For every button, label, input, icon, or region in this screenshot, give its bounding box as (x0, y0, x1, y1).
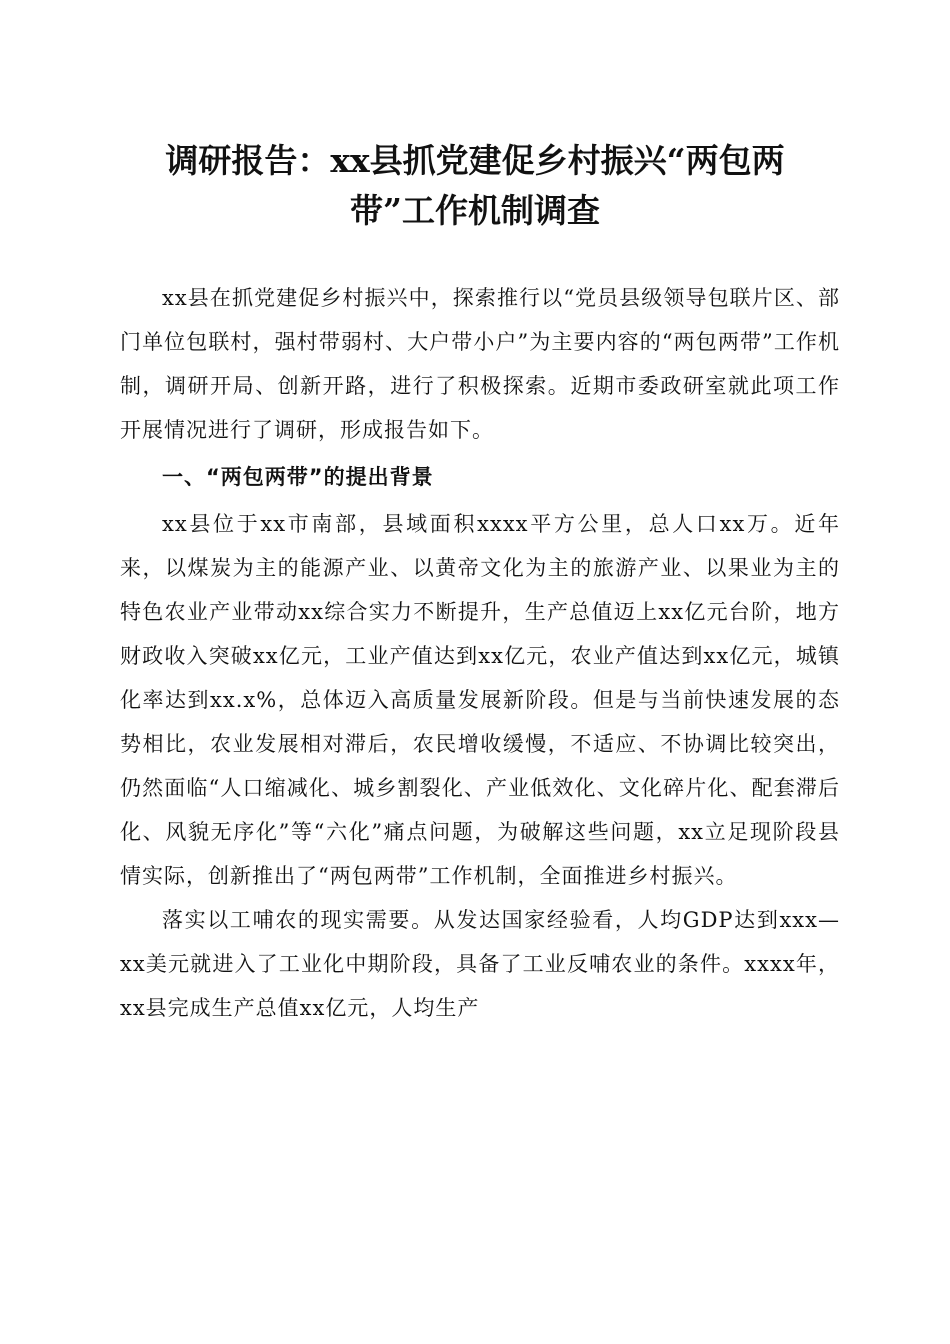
document-title (120, 136, 830, 236)
industry-feeding-agriculture-paragraph: 落实以工哺农的现实需要。从发达国家经验看，人均GDP达到xxx—xx美元就进入了工业化中期阶段，具备了工业反哺农业的条件。xxxx年，xx县完成生产总值xx亿元，人均生产 (120, 908, 840, 1020)
intro-paragraph: xx县在抓党建促乡村振兴中，探索推行以“党员县级领导包联片区、部门单位包联村，强村带弱村、大户带小户”为主要内容的“两包两带”工作机制，调研开局、创新开路，进行了积极探索。近期市委政研室就此项工作开展情况进行了调研，形成报告如下。 (120, 286, 840, 442)
document-body (120, 276, 840, 1030)
background-paragraph: xx县位于xx市南部，县域面积xxxx平方公里，总人口xx万。近年来，以煤炭为主的能源产业、以黄帝文化为主的旅游产业、以果业为主的特色农业产业带动xx综合实力不断提升，生产总值迈上xx亿元台阶，地方财政收入突破xx亿元，工业产值达到xx亿元，农业产值达到xx亿元，城镇化率达到xx.x%，总体迈入高质量发展新阶段。但是与当前快速发展的态势相比，农业发展相对滞后，农民增收缓慢，不适应、不协调比较突出，仍然面临“人口缩减化、城乡割裂化、产业低效化、文化碎片化、配套滞后化、风貌无序化”等“六化”痛点问题，为破解这些问题，xx立足现阶段县情实际，创新推出了“两包两带”工作机制，全面推进乡村振兴。 (120, 512, 840, 888)
document-title-line-2: 带”工作机制调查 (350, 191, 600, 230)
document-title-line-1: 调研报告：xx县抓党建促乡村振兴“两包两 (165, 141, 785, 180)
section-heading-background: 一、“两包两带”的提出背景 (162, 465, 434, 489)
